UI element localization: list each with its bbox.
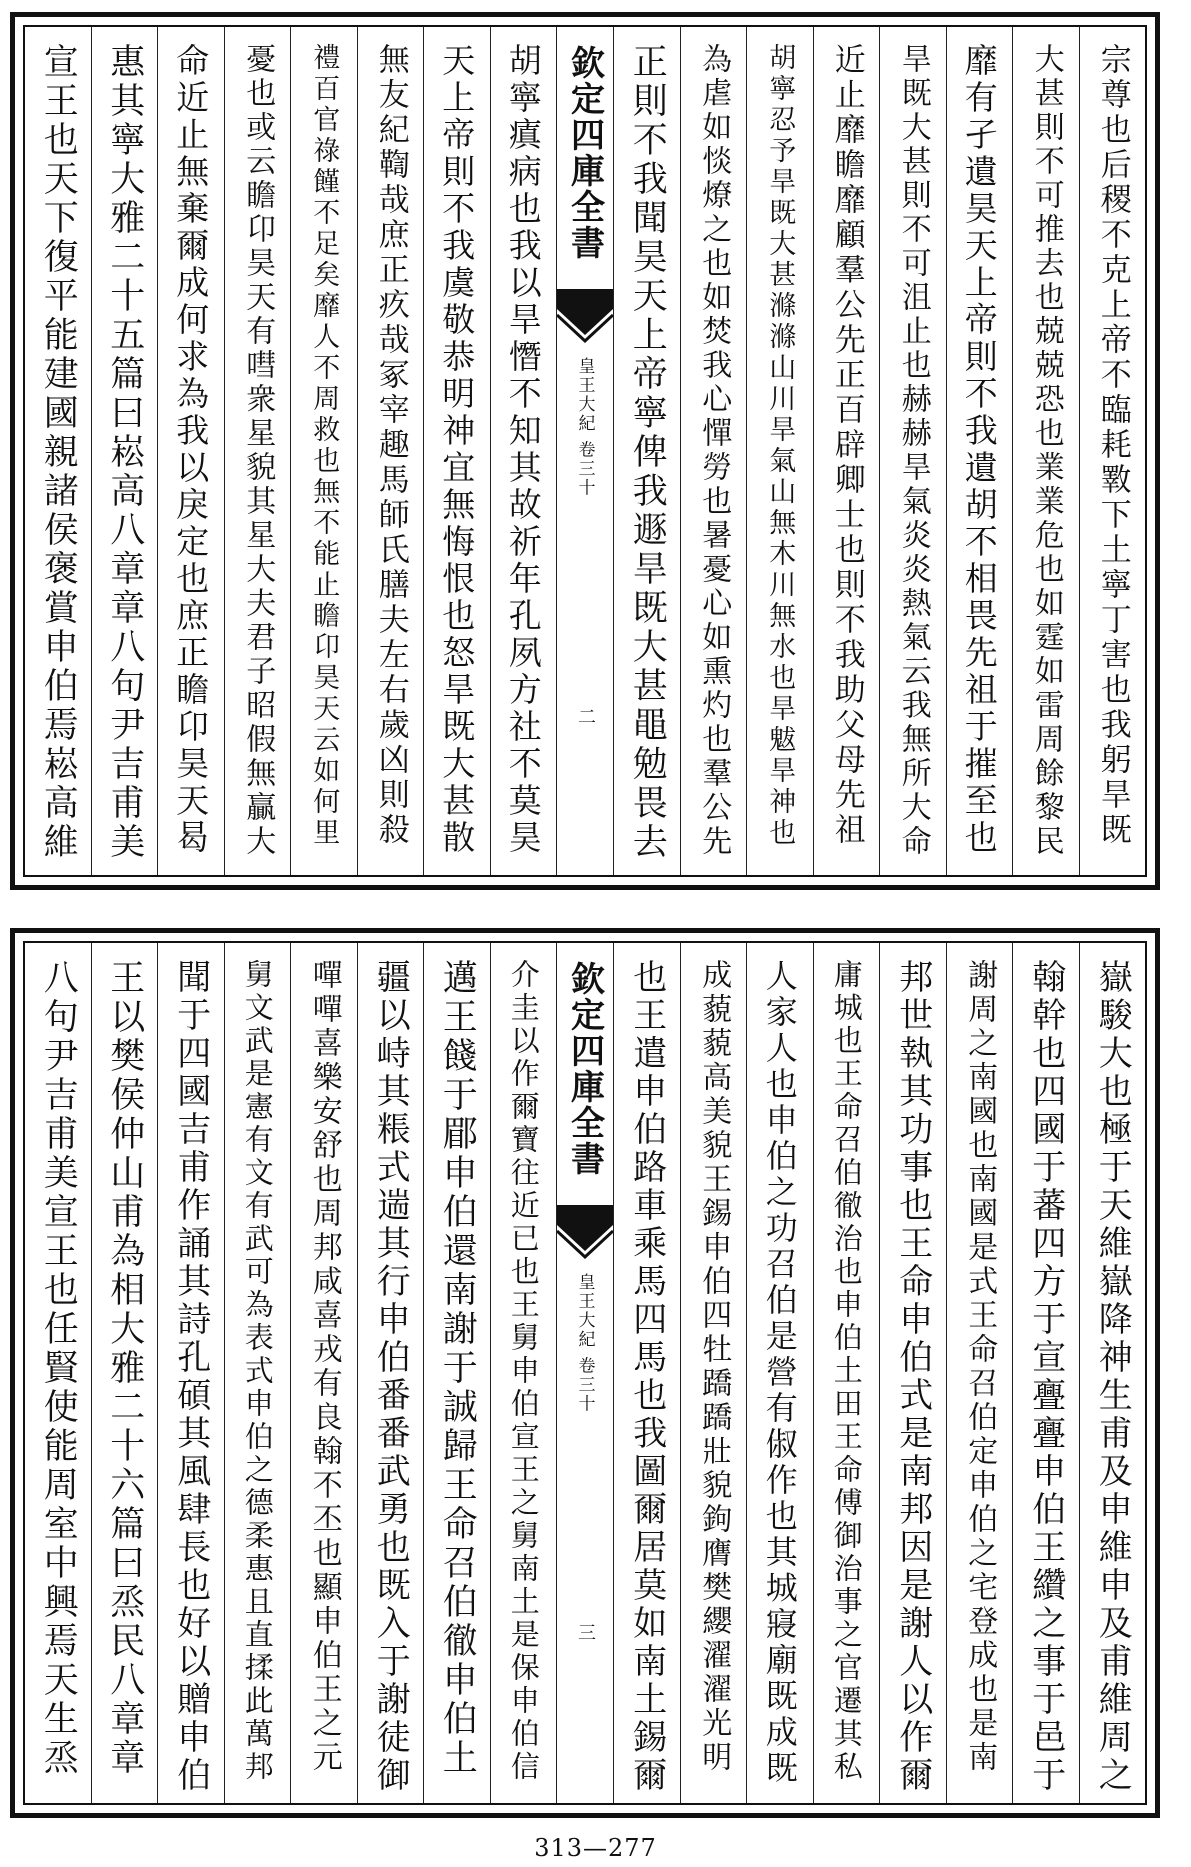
column-text: 人家人也申伯之功召伯是營有俶作也其城寢廟既成既 (760, 959, 799, 1787)
text-column (613, 943, 680, 1803)
text-column (1079, 943, 1146, 1803)
column-text: 惠其寧大雅二十五篇曰崧高八章章八句尹吉甫美 (104, 43, 145, 862)
column-text: 天上帝則不我虞敬恭明神宜無悔恨也怒旱既大甚散 (437, 43, 477, 857)
text-column (1012, 27, 1079, 875)
column-text: 宗尊也后稷不克上帝不臨耗斁下土寧丁害也我躬旱既 (1094, 43, 1131, 848)
column-text: 邦世執其功事也王命申伯式是南邦因是謝人以作爾 (892, 959, 933, 1795)
column-text: 謝周之南國也南國是式王命召伯定申伯之宅登成也是南 (962, 959, 998, 1775)
column-text: 無友紀鞫哉庶正疚哉冢宰趣馬師氏膳夫左右歲凶則殺 (372, 43, 409, 848)
column-text: 命近止無棄爾成何求為我以戾定也庶正瞻卬昊天曷 (171, 43, 211, 857)
page-number: 313—277 (534, 1834, 657, 1862)
text-column (813, 27, 880, 875)
leaf-number: 三 (575, 1623, 596, 1641)
text-column (91, 27, 158, 875)
text-column (680, 943, 747, 1803)
column-text: 為虐如惔燎之也如焚我心憚勞也暑憂心如熏灼也羣公先 (696, 43, 732, 859)
column-text: 嘽嘽喜樂安舒也周邦咸喜戎有良翰不丕也顯申伯王之元 (306, 959, 342, 1775)
top-columns (25, 27, 1145, 875)
column-text: 舅文武是憲有文有武可為表式申伯之德柔惠且直揉此萬邦 (240, 959, 275, 1784)
text-column (423, 27, 490, 875)
center-fold (556, 943, 613, 1803)
column-text: 聞于四國吉甫作誦其詩孔碩其風肆長也好以贈申伯 (170, 959, 211, 1795)
text-column (879, 943, 946, 1803)
column-text: 王以樊侯仲山甫為相大雅二十六篇曰烝民八章章 (104, 959, 145, 1778)
column-text: 大甚則不可推去也兢兢恐也業業危也如霆如雷周餘黎民 (1028, 43, 1064, 859)
text-column (1012, 943, 1079, 1803)
text-column (157, 943, 224, 1803)
column-text: 也王遣申伯路車乘馬四馬也我圖爾居莫如南土錫爾 (626, 959, 667, 1795)
text-column (490, 27, 557, 875)
bottom-page (10, 928, 1160, 1818)
text-column (946, 27, 1013, 875)
column-text: 胡寧瘨病也我以旱憯不知其故祈年孔夙方社不莫昊 (503, 43, 543, 857)
text-column (157, 27, 224, 875)
column-text: 近止靡瞻靡顧羣公先正百辟卿士也則不我助父母先祖 (828, 43, 865, 848)
column-text: 胡寧忍予旱既大甚滌滌山川旱氣山無木川無水也旱魃旱神也 (764, 43, 796, 849)
text-column (423, 943, 490, 1803)
fishtail-mark-icon (557, 1205, 613, 1259)
column-text: 正則不我聞昊天上帝寧俾我遯旱既大甚黽勉畏去 (627, 43, 668, 862)
volume-label: 皇王大紀 卷三十 (574, 1273, 595, 1414)
column-text: 嶽駿大也極于天維嶽降神生甫及申維申及甫維周之 (1092, 959, 1133, 1795)
text-column (357, 943, 424, 1803)
text-column (25, 943, 91, 1803)
text-column (1079, 27, 1146, 875)
volume-label: 皇王大紀 卷三十 (574, 357, 595, 498)
text-column (290, 27, 357, 875)
column-text: 邁王餞于郿申伯還南謝于誠歸王命召伯徹申伯土 (437, 959, 478, 1778)
text-column (224, 943, 291, 1803)
column-text: 翰幹也四國于蕃四方于宣亹亹申伯王纘之事于邑于 (1025, 959, 1066, 1795)
column-text: 八句尹吉甫美宣王也任賢使能周室中興焉天生烝 (38, 959, 79, 1778)
text-column (746, 27, 813, 875)
bottom-columns (25, 943, 1145, 1803)
column-text: 靡有孑遺昊天上帝則不我遺胡不相畏先祖于摧至也 (959, 43, 999, 857)
text-column (290, 943, 357, 1803)
text-column (813, 943, 880, 1803)
text-column (680, 27, 747, 875)
leaf-number: 二 (575, 707, 596, 725)
column-text: 介圭以作爾寶往近已也王舅申伯宣王之舅南土是保申伯信 (506, 959, 541, 1784)
column-text: 庸城也王命召伯徹治也申伯土田王命傅御治事之官遷其私 (829, 959, 864, 1784)
text-column (613, 27, 680, 875)
text-column (946, 943, 1013, 1803)
bottom-page-frame (23, 941, 1147, 1805)
top-page (10, 12, 1160, 890)
text-column (746, 943, 813, 1803)
fishtail-mark-icon (557, 289, 613, 343)
top-page-frame (23, 25, 1147, 877)
text-column (879, 27, 946, 875)
text-column (490, 943, 557, 1803)
column-text: 成藐藐高美貌王錫申伯四牡蹻蹻壯貌鉤膺樊纓濯濯光明 (696, 959, 732, 1775)
column-text: 憂也或云瞻卬昊天有嘒衆星貌其星大夫君子昭假無贏大 (240, 43, 276, 859)
text-column (224, 27, 291, 875)
column-text: 禮百官祿饉不足矣靡人不周救也無不能止瞻卬昊天云如何里 (308, 43, 340, 849)
text-column (91, 943, 158, 1803)
text-column (25, 27, 91, 875)
text-column (357, 27, 424, 875)
book-title: 欽定四庫全書 (564, 45, 605, 261)
column-text: 疆以峙其粻式遄其行申伯番番武勇也既入于謝徒御 (370, 959, 411, 1795)
book-title: 欽定四庫全書 (564, 961, 605, 1177)
center-fold (556, 27, 613, 875)
column-text: 宣王也天下復平能建國親諸侯褒賞申伯焉崧高維 (38, 43, 79, 862)
column-text: 旱既大甚則不可沮止也赫赫旱氣炎炎熱氣云我無所大命 (895, 43, 931, 859)
